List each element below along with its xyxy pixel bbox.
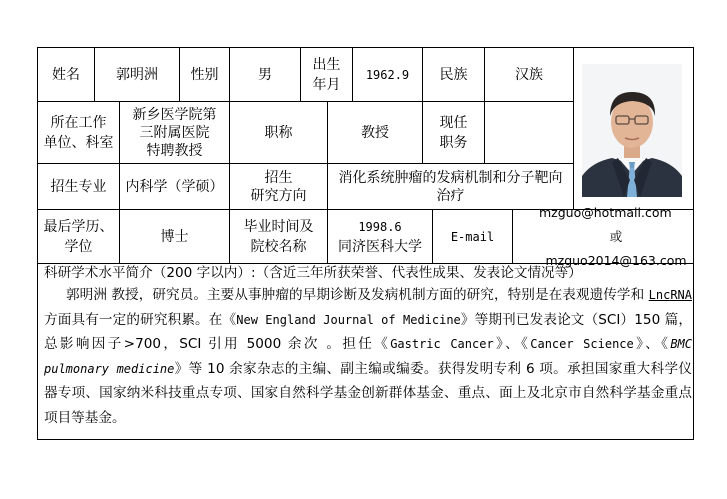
bio-journal-nejm: New England Journal of Medicine xyxy=(236,312,461,327)
degree-label xyxy=(38,210,119,263)
birth-label xyxy=(301,48,352,101)
degree-label-line: 最后学历、 xyxy=(43,218,114,235)
gender-value: 男 xyxy=(258,66,272,83)
table-border-right xyxy=(693,47,694,440)
bio-text: 方面具有一定的研究积累。在《 xyxy=(44,311,237,328)
workplace-value xyxy=(120,102,229,163)
bio-term-lncrna: LncRNA xyxy=(648,288,692,302)
position-label xyxy=(423,102,484,163)
degree-label-line: 学位 xyxy=(64,238,93,255)
bio-text: 》、《 xyxy=(493,336,531,352)
table-border-bottom xyxy=(37,439,694,440)
degree-value: 博士 xyxy=(160,228,189,245)
grad-label-line: 毕业时间及 xyxy=(243,218,314,235)
title-label: 职称 xyxy=(264,124,293,141)
name-label: 姓名 xyxy=(52,66,80,83)
profile-photo xyxy=(582,64,682,197)
position-label-line: 职务 xyxy=(439,134,468,151)
workplace-label-line: 所在工作 xyxy=(50,114,107,131)
email-label: E-mail xyxy=(450,229,495,244)
bio-text: 》、《 xyxy=(633,336,671,352)
ethnicity-label: 民族 xyxy=(439,66,468,83)
major-value: 内科学（学硕） xyxy=(125,178,224,195)
research-summary-heading: 科研学术水平简介（200 字以内）:（含近三年所获荣誉、代表性成果、发表论文情况等） xyxy=(44,265,582,281)
bio-text: 郭明洲 教授，研究员。主要从事肿瘤的早期诊断及发病机制方面的研究，特别是在表观遗传学和 xyxy=(66,287,649,303)
grad-label xyxy=(230,210,327,263)
direction-label-line: 招生 xyxy=(264,169,293,186)
bio-journal-gastric-cancer: Gastric Cancer xyxy=(390,337,494,351)
ethnicity-value: 汉族 xyxy=(515,66,543,83)
major-label: 招生专业 xyxy=(50,178,107,195)
research-summary xyxy=(44,264,692,430)
research-summary-body xyxy=(44,283,692,430)
direction-value-line: 治疗 xyxy=(436,187,465,204)
grad-value xyxy=(328,210,432,263)
birth-label-line: 出生 xyxy=(312,56,341,73)
grad-year: 1998.6 xyxy=(358,219,402,234)
direction-value-line: 消化系统肿瘤的发病机制和分子靶向 xyxy=(338,169,563,186)
bio-journal-bmc: BMC pulmonary medicine xyxy=(44,337,692,376)
direction-label xyxy=(230,164,327,209)
bio-text: 》等期刊已发表论文（SCI）150 篇，总影响因子>700，SCI 引用 5000 余次 。担任《 xyxy=(44,311,692,352)
workplace-value-line: 特聘教授 xyxy=(146,142,203,159)
workplace-value-line: 三附属医院 xyxy=(139,124,210,141)
title-value: 教授 xyxy=(361,124,389,141)
birth-label-line: 年月 xyxy=(312,76,341,93)
col-divider xyxy=(573,47,574,210)
email-address-secondary[interactable]: mzguo2014@163.com xyxy=(545,252,687,268)
portrait-icon xyxy=(582,64,682,197)
email-address-primary[interactable]: mzguo@hotmail.com xyxy=(539,204,672,220)
email-or-text: 或 xyxy=(609,228,623,244)
direction-label-line: 研究方向 xyxy=(250,187,307,204)
birth-value: 1962.9 xyxy=(365,67,410,82)
position-label-line: 现任 xyxy=(439,114,468,131)
grad-school: 同济医科大学 xyxy=(338,238,422,255)
email-value xyxy=(513,204,693,268)
workplace-value-line: 新乡医学院第 xyxy=(132,106,217,123)
workplace-label-line: 单位、科室 xyxy=(43,134,114,151)
bio-journal-cancer-science: Cancer Science xyxy=(530,337,634,351)
direction-value xyxy=(328,164,573,209)
grad-label-line: 院校名称 xyxy=(250,238,307,255)
gender-label: 性别 xyxy=(190,66,219,83)
name-value: 郭明洲 xyxy=(116,66,158,83)
bio-text: 》等 10 余家杂志的主编、副主编或编委。获得发明专利 6 项。承担国家重大科学仪器专项、国家纳米科技重点专项、国家自然科学基金创新群体基金、重点、面上及北京市自然科学基金重点项目等基金。 xyxy=(44,360,693,426)
workplace-label xyxy=(38,102,119,163)
position-value xyxy=(485,102,573,163)
